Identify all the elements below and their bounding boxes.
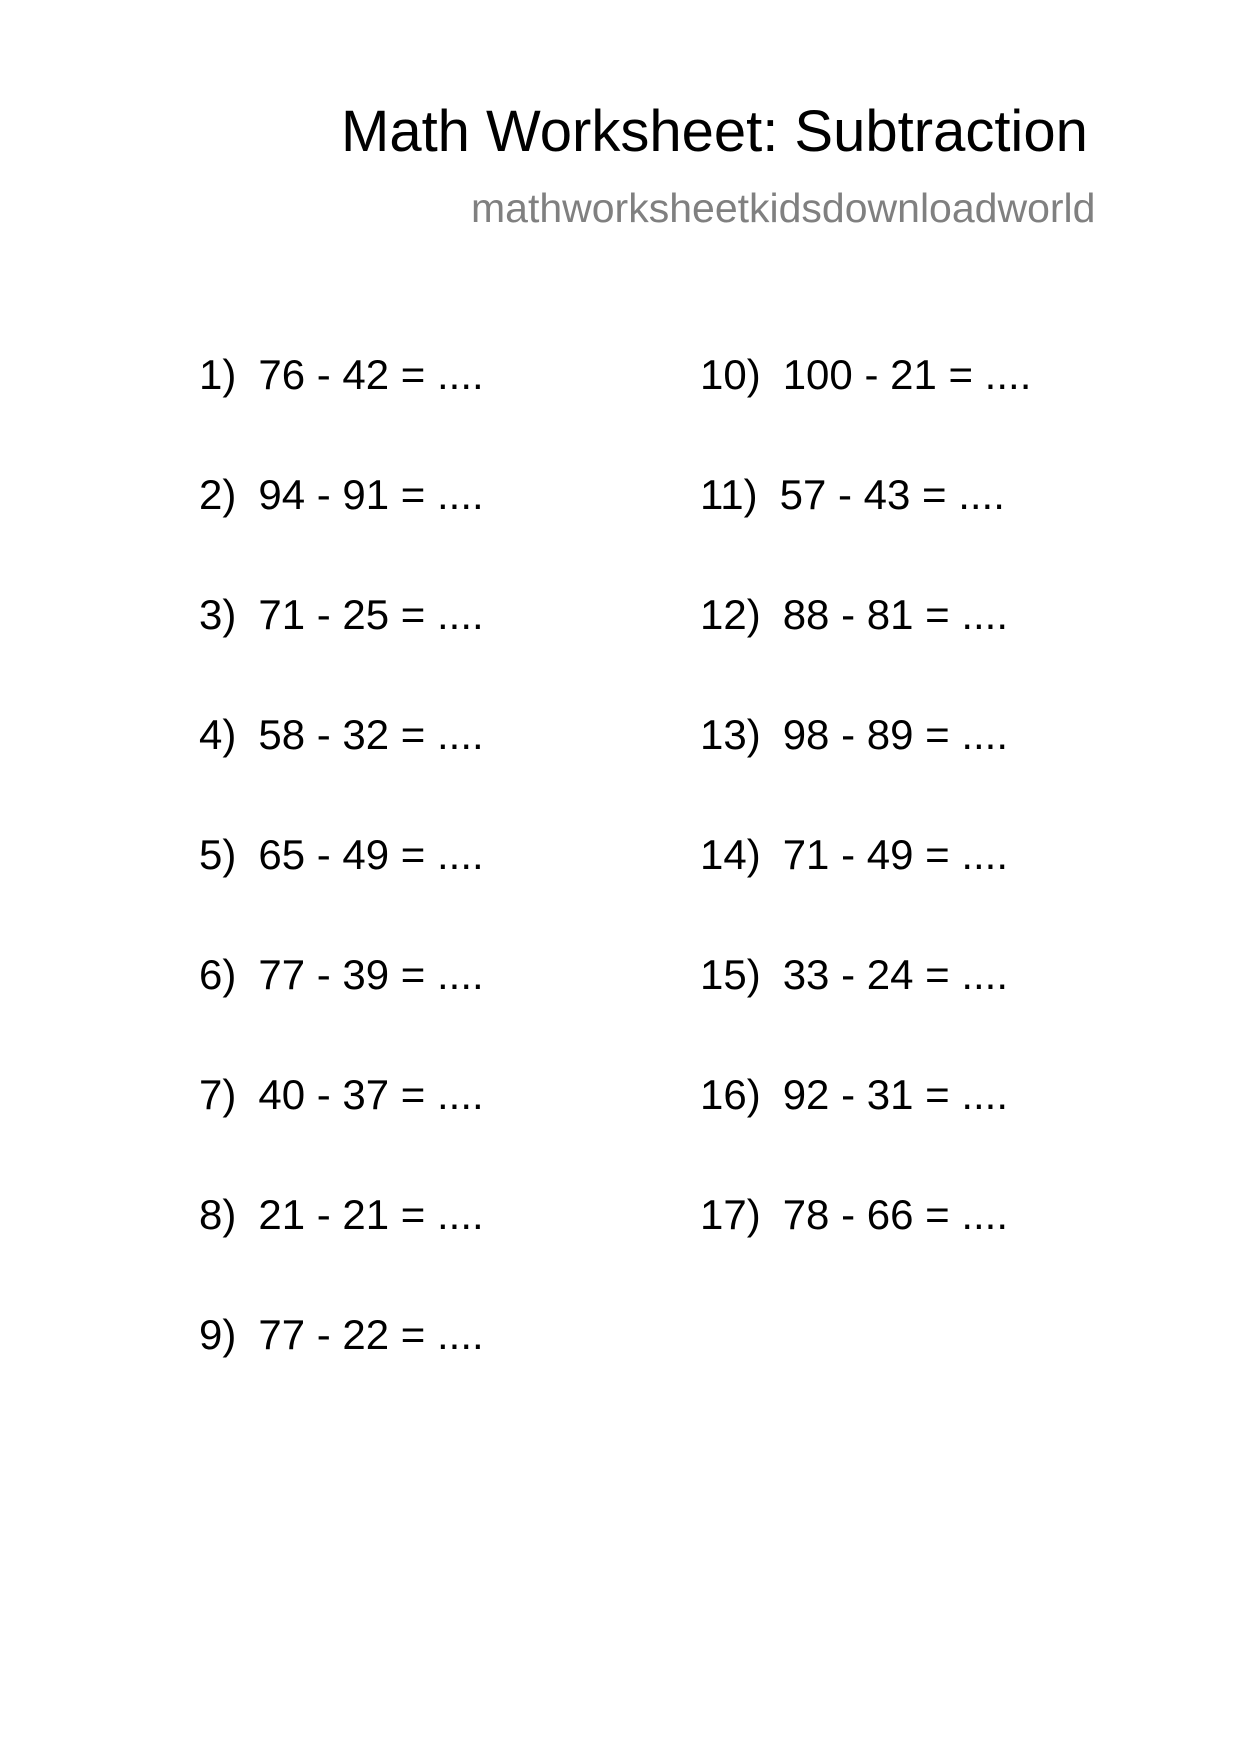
problem-number: 14) [700,831,761,878]
problem-number: 6) [199,951,237,998]
problem-item [199,950,484,1000]
problem-item [199,470,484,520]
problem-number: 2) [199,471,237,518]
problem-number: 8) [199,1191,237,1238]
problem-item [700,710,1008,760]
problem-expression: 100 - 21 = .... [782,351,1032,398]
problem-number: 13) [700,711,761,758]
problem-number: 7) [199,1071,237,1118]
problem-number: 1) [199,351,237,398]
problem-expression: 94 - 91 = .... [258,471,484,518]
problem-item [700,470,1005,520]
problem-item [199,830,484,880]
problem-expression: 78 - 66 = .... [782,1191,1009,1238]
problem-item [199,590,484,640]
problem-expression: 77 - 22 = .... [258,1311,484,1358]
problem-number: 3) [199,591,237,638]
problem-expression: 65 - 49 = .... [258,831,484,878]
problem-item [199,350,484,400]
problem-expression: 77 - 39 = .... [258,951,484,998]
problem-number: 4) [199,711,237,758]
problem-item [700,1070,1008,1120]
problem-expression: 92 - 31 = .... [782,1071,1009,1118]
problem-number: 10) [700,351,761,398]
problem-number: 15) [700,951,761,998]
problem-expression: 57 - 43 = .... [779,471,1005,518]
problem-number: 11) [700,471,758,518]
problem-item [700,950,1008,1000]
problem-number: 5) [199,831,237,878]
worksheet-title: Math Worksheet: Subtraction [341,99,1088,164]
problem-number: 9) [199,1311,237,1358]
worksheet-subtitle: mathworksheetkidsdownloadworld [471,185,1096,231]
problem-expression: 58 - 32 = .... [258,711,484,758]
problem-number: 12) [700,591,761,638]
problem-item [700,830,1008,880]
problem-number: 16) [700,1071,761,1118]
problem-item [199,1190,484,1240]
problem-item [700,1190,1008,1240]
problem-expression: 71 - 49 = .... [782,831,1009,878]
problem-item [700,350,1031,400]
problem-number: 17) [700,1191,761,1238]
problem-expression: 21 - 21 = .... [258,1191,484,1238]
problem-item [700,590,1008,640]
problem-item [199,1310,484,1360]
problem-item [199,1070,484,1120]
problem-expression: 40 - 37 = .... [258,1071,484,1118]
problem-expression: 76 - 42 = .... [258,351,484,398]
problem-expression: 71 - 25 = .... [258,591,484,638]
problem-item [199,710,484,760]
problem-expression: 98 - 89 = .... [782,711,1009,758]
problem-expression: 33 - 24 = .... [782,951,1009,998]
problem-expression: 88 - 81 = .... [782,591,1009,638]
